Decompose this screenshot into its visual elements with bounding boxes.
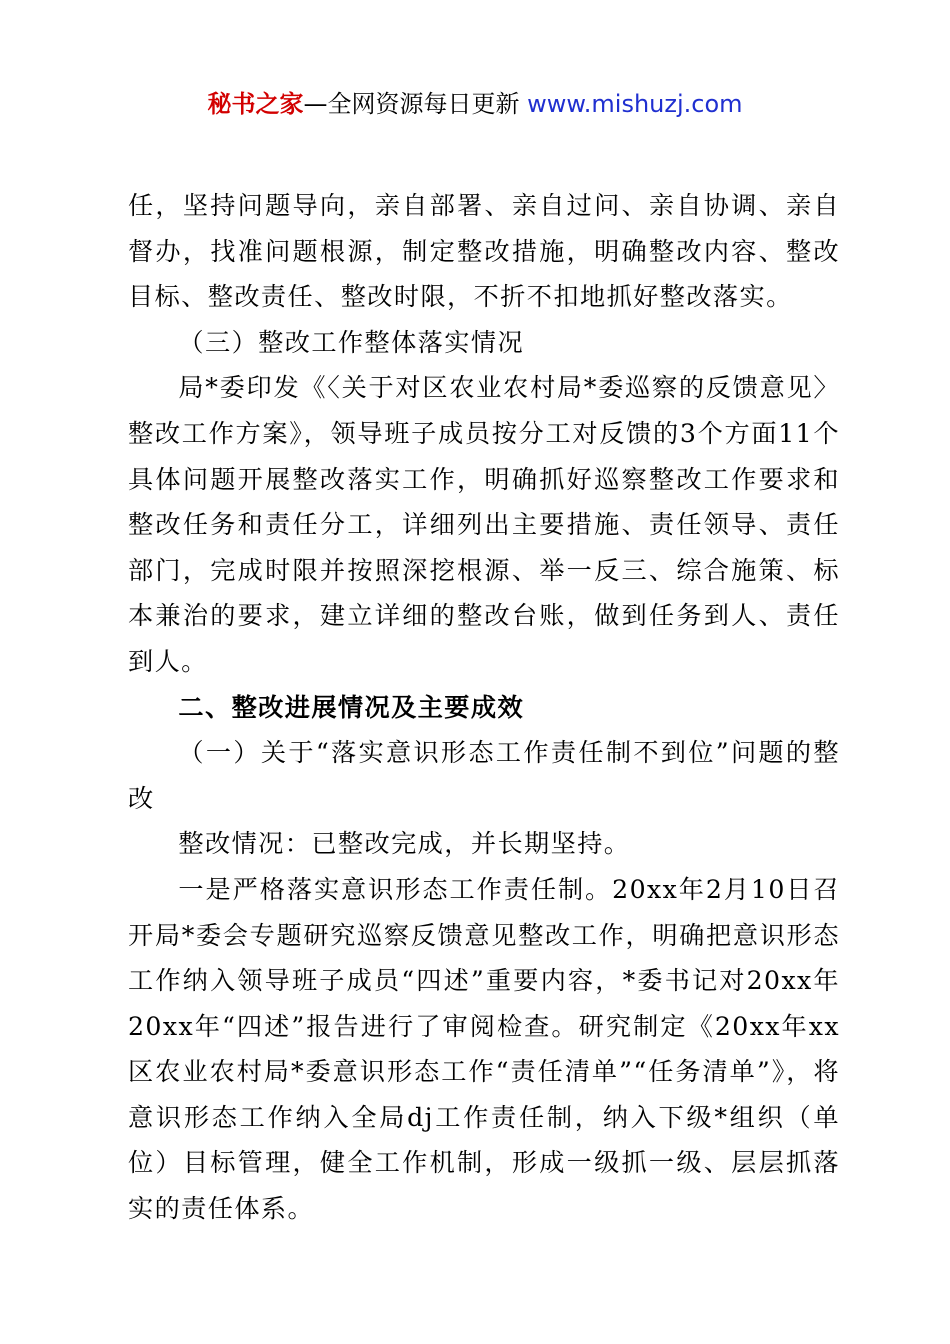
- brand-name: 秘书之家: [207, 90, 304, 118]
- document-body: [128, 183, 840, 1232]
- site-header: [0, 86, 950, 122]
- site-url-link[interactable]: www.mishuzj.com: [527, 90, 743, 118]
- paragraph-responsibility-system: 一是严格落实意识形态工作责任制。20xx年2月10日召开局*委会专题研究巡察反馈意见整改工作，明确把意识形态工作纳入领导班子成员“四述”重要内容，*委书记对20xx年20xx年“四述”报告进行了审阅检查。研究制定《20xx年xx区农业农村局*委意识形态工作“责任清单”“任务清单”》，将意识形态工作纳入全局dj工作责任制，纳入下级*组织（单位）目标管理，健全工作机制，形成一级抓一级、层层抓落实的责任体系。: [128, 874, 840, 1224]
- section-heading-progress: 二、整改进展情况及主要成效: [178, 692, 525, 722]
- subheading-overall-implementation: （三）整改工作整体落实情况: [178, 327, 525, 357]
- paragraph-continuation: 任，坚持问题导向，亲自部署、亲自过问、亲自协调、亲自督办，找准问题根源，制定整改措施，明确整改内容、整改目标、整改责任、整改时限，不折不扣地抓好整改落实。: [128, 191, 840, 312]
- header-tagline: —全网资源每日更新: [303, 90, 520, 118]
- paragraph-rectification-status: 整改情况：已整改完成，并长期坚持。: [178, 829, 631, 859]
- paragraph-rectification-plan: 局*委印发《〈关于对区农业农村局*委巡察的反馈意见〉整改工作方案》，领导班子成员按分工对反馈的3个方面11个具体问题开展整改落实工作，明确抓好巡察整改工作要求和整改任务和责任分工，详细列出主要措施、责任领导、责任部门，完成时限并按照深挖根源、举一反三、综合施策、标本兼治的要求，建立详细的整改台账，做到任务到人、责任到人。: [128, 373, 840, 676]
- subheading-ideology-responsibility: （一）关于“落实意识形态工作责任制不到位”问题的整改: [128, 738, 840, 813]
